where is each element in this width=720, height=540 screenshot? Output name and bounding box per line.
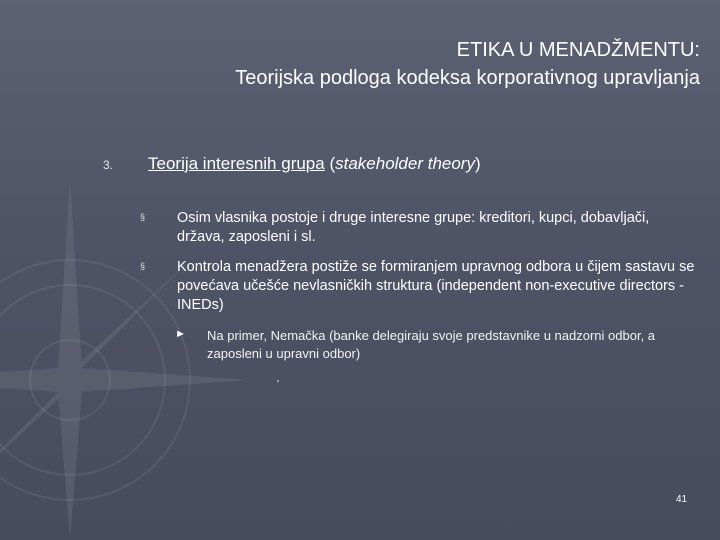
stray-mark: ' [277, 379, 279, 390]
bullet-item: Kontrola menadžera postiže se formiranjem upravnog odbora u čijem sastavu se povećava učešće nevlasničkih struktura (independent non-executive directors - INEDs) [177, 259, 695, 313]
sub-bullet-arrow-icon: ► [175, 328, 186, 340]
item-number: 3. [103, 158, 114, 172]
bullet-marker: § [140, 261, 146, 271]
title-line-1: ETIKA U MENADŽMENTU: [456, 39, 700, 61]
sub-bullet-item: Na primer, Nemačka (banke delegiraju svoje predstavnike u nadzorni odbor, a zaposleni u upravni odbor) [207, 328, 656, 361]
title-line-2: Teorijska podloga kodeksa korporativnog upravljanja [235, 67, 700, 89]
bullet-marker: § [140, 212, 146, 222]
bullet-item: Osim vlasnika postoje i druge interesne grupe: kreditori, kupci, dobavljači, država, zaposleni i sl. [177, 210, 650, 245]
heading-close-paren: ) [474, 154, 481, 173]
slide-title [60, 36, 700, 92]
heading-italic-text: stakeholder theory [335, 154, 475, 173]
section-heading [148, 154, 481, 174]
page-number: 41 [676, 494, 688, 505]
heading-open-paren: ( [324, 154, 336, 173]
heading-underlined-text: Teorija interesnih grupa [148, 154, 325, 173]
